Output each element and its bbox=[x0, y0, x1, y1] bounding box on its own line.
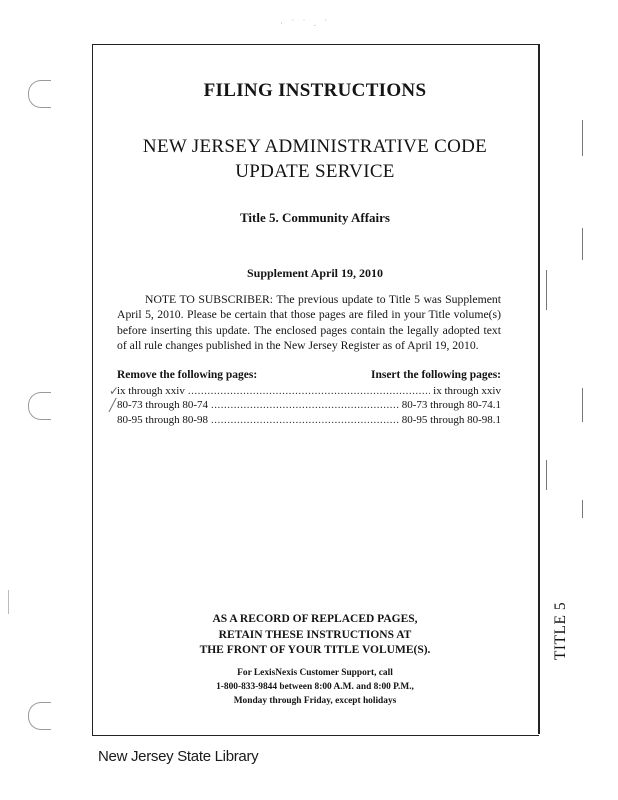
record-line: AS A RECORD OF REPLACED PAGES, bbox=[212, 613, 418, 625]
binder-hole-top bbox=[28, 80, 51, 108]
edge-mark bbox=[8, 590, 9, 614]
document-title: FILING INSTRUCTIONS bbox=[203, 80, 427, 101]
dot-leader bbox=[211, 413, 399, 428]
table-row bbox=[117, 413, 501, 428]
remove-pages: 80-95 through 80-98 bbox=[117, 413, 209, 426]
table-row bbox=[109, 383, 501, 399]
document-subtitle bbox=[92, 134, 538, 184]
tab-label-text: TITLE 5 bbox=[552, 601, 569, 661]
binder-hole-middle bbox=[28, 392, 51, 420]
table-row bbox=[109, 398, 501, 413]
edge-mark bbox=[582, 388, 583, 422]
page-replacement-table bbox=[109, 368, 501, 427]
supplement-date: Supplement April 19, 2010 bbox=[246, 266, 384, 280]
edge-mark bbox=[582, 120, 583, 156]
check-mark-icon: ✓ bbox=[109, 383, 120, 398]
edge-mark bbox=[582, 228, 583, 260]
support-line: 1-800-833-9844 between 8:00 A.M. and 8:00 P.M., bbox=[216, 682, 414, 692]
remove-column-header: Remove the following pages: bbox=[117, 369, 258, 381]
support-line: Monday through Friday, except holidays bbox=[233, 696, 397, 706]
subscriber-note: NOTE TO SUBSCRIBER: The previous update to Title 5 was Supplement April 5, 2010. Please be certain that those pages are filed in your Title volume(s) before inserting this update. The enclosed pages contain the legally adopted text of all rule changes published in the New Jersey Register as of April 19, 2010. bbox=[117, 293, 501, 353]
remove-pages: 80-73 through 80-74 bbox=[117, 399, 209, 411]
table-header bbox=[117, 368, 501, 383]
scan-smudge: · ˙ ˙ . ˙ bbox=[280, 18, 331, 28]
record-line: RETAIN THESE INSTRUCTIONS AT bbox=[218, 628, 412, 641]
subtitle-line: NEW JERSEY ADMINISTRATIVE CODE bbox=[142, 136, 488, 157]
support-line: For LexisNexis Customer Support, call bbox=[237, 668, 393, 678]
insert-pages: ix through xxiv bbox=[433, 384, 501, 397]
insert-column-header: Insert the following pages: bbox=[370, 369, 501, 381]
subject-heading: Title 5. Community Affairs bbox=[240, 210, 390, 225]
subtitle-line: UPDATE SERVICE bbox=[235, 161, 395, 182]
library-stamp: New Jersey State Library bbox=[98, 748, 259, 765]
tab-divider-line bbox=[538, 44, 540, 734]
insert-pages: 80-95 through 80-98.1 bbox=[401, 413, 501, 426]
dot-leader bbox=[211, 398, 399, 413]
dot-leader bbox=[188, 384, 430, 399]
record-line: THE FRONT OF YOUR TITLE VOLUME(S). bbox=[199, 644, 431, 656]
edge-mark bbox=[546, 270, 547, 310]
binder-hole-bottom bbox=[28, 702, 51, 730]
insert-pages: 80-73 through 80-74.1 bbox=[401, 399, 501, 411]
customer-support-info bbox=[92, 666, 538, 708]
check-mark-icon: ╱ bbox=[109, 398, 117, 412]
edge-mark bbox=[546, 460, 547, 490]
remove-pages: ix through xxiv bbox=[117, 384, 185, 397]
edge-mark bbox=[582, 500, 583, 518]
record-instructions bbox=[92, 612, 538, 659]
